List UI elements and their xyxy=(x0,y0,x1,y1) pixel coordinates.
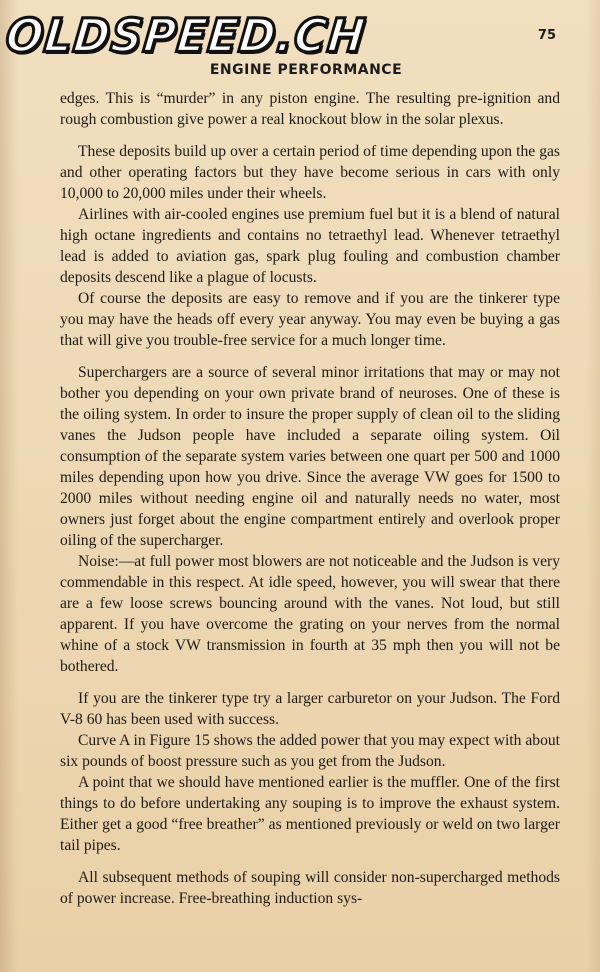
paragraph-continued: edges. This is “murder” in any piston engine. The resulting pre-ignition and rough combustion give power a real knockout blow in the solar plexus. xyxy=(60,90,560,128)
paragraph: All subsequent methods of souping will consider non-supercharged methods of power increase. Free-breathing induction sys- xyxy=(60,869,560,907)
paragraph: Of course the deposits are easy to remove and if you are the tinkerer type you may have the heads off every year anyway. You may even be buying a gas that will give you trouble-free service for a much longer time. xyxy=(60,290,560,349)
paragraph: Superchargers are a source of several minor irritations that may or may not bother you depending on your own private brand of neuroses. One of these is the oiling system. In order to insure the proper supply of clean oil to the sliding vanes the Judson people have included a separate oiling system. Oil consumption of the separate system varies between one quart per 500 and 1000 miles depending upon how you drive. Since the average VW goes for 1500 to 2000 miles without needing engine oil and naturally needs no water, most owners just forget about the engine compartment entirely and overlook proper oiling of the supercharger. xyxy=(60,364,560,549)
body-text xyxy=(60,88,560,909)
paragraph: These deposits build up over a certain period of time depending upon the gas and other operating factors but they have become serious in cars with only 10,000 to 20,000 miles under their wheels. xyxy=(60,143,560,202)
running-head: ENGINE PERFORMANCE xyxy=(209,62,403,78)
page-number: 75 xyxy=(537,28,556,43)
oldspeed-logo xyxy=(3,9,540,64)
paragraph: Noise:—at full power most blowers are not noticeable and the Judson is very commendable in this respect. At idle speed, however, you will swear that there are a few loose screws bouncing around with the vanes. Not loud, but still apparent. If you have overcome the grating on your nerves from the normal whine of a stock VW transmission in fourth at 35 mph then you will not be bothered. xyxy=(60,553,560,675)
paragraph: A point that we should have mentioned earlier is the muffler. One of the first things to do before undertaking any souping is to improve the exhaust system. Either get a good “free breather” as mentioned previously or weld on two larger tail pipes. xyxy=(60,774,560,854)
logo-text: OLDSPEED.CH xyxy=(3,9,369,64)
paragraph: If you are the tinkerer type try a larger carburetor on your Judson. The Ford V-8 60 has been used with success. xyxy=(60,690,560,728)
paragraph: Airlines with air-cooled engines use premium fuel but it is a blend of natural high octane ingredients and contains no tetraethyl lead. Whenever tetraethyl lead is added to aviation gas, spark plug fouling and combustion chamber deposits descend like a plague of locusts. xyxy=(60,206,560,286)
paragraph: Curve A in Figure 15 shows the added power that you may expect with about six pounds of boost pressure such as you get from the Judson. xyxy=(60,732,560,770)
